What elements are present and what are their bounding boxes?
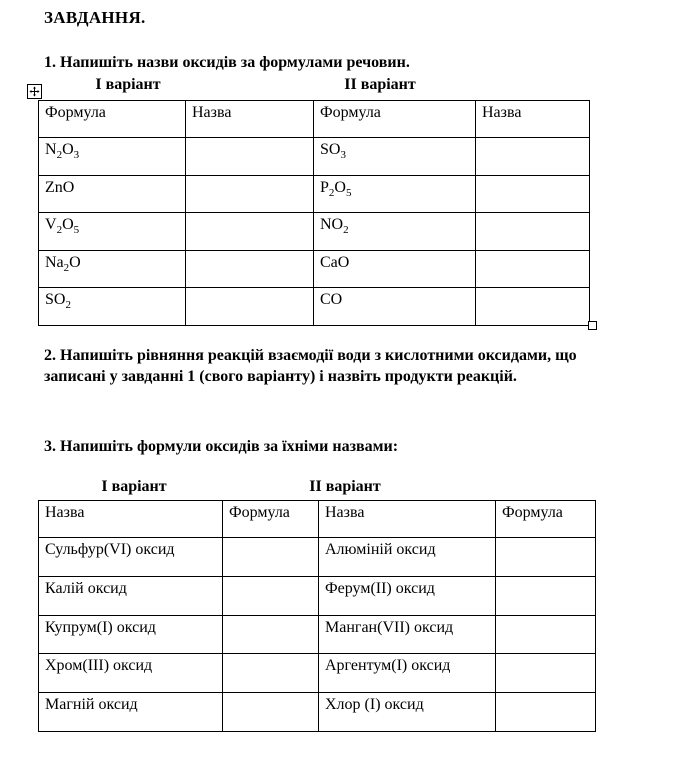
answer-cell-empty[interactable] (496, 576, 596, 615)
answer-cell-empty[interactable] (223, 654, 319, 693)
name-cell[interactable]: Алюміній оксид (319, 538, 496, 577)
answer-cell-empty[interactable] (223, 615, 319, 654)
table-row (39, 693, 596, 732)
formula-cell[interactable]: ZnO (39, 175, 186, 213)
table-header-row (39, 101, 590, 138)
task3-variant1-label: І варіант (101, 478, 167, 495)
answer-cell-empty[interactable] (476, 250, 590, 288)
column-header: Назва (39, 501, 223, 538)
answer-cell-empty[interactable] (476, 288, 590, 326)
answer-cell-empty[interactable] (186, 213, 314, 251)
name-cell[interactable]: Калій оксид (39, 576, 223, 615)
column-header: Формула (314, 101, 476, 138)
formula-cell[interactable]: $N_2O_3$ (39, 138, 186, 176)
table-row (39, 288, 590, 326)
task1-variant1-label: І варіант (95, 76, 161, 93)
table-move-handle[interactable] (27, 84, 42, 99)
answer-cell-empty[interactable] (496, 538, 596, 577)
name-cell[interactable]: Купрум(I) оксид (39, 615, 223, 654)
answer-cell-empty[interactable] (476, 175, 590, 213)
column-header: Формула (39, 101, 186, 138)
table-row (39, 615, 596, 654)
table-row (39, 138, 590, 176)
name-cell[interactable]: Магній оксид (39, 693, 223, 732)
answer-cell-empty[interactable] (186, 175, 314, 213)
answer-cell-empty[interactable] (186, 288, 314, 326)
column-header: Формула (223, 501, 319, 538)
formula-cell[interactable]: $V_2O_5$ (39, 213, 186, 251)
name-cell[interactable]: Ферум(II) оксид (319, 576, 496, 615)
task3-heading: 3. Напишіть формули оксидів за їхніми назвами: (44, 438, 399, 455)
name-cell[interactable]: Хром(III) оксид (39, 654, 223, 693)
answer-cell-empty[interactable] (476, 213, 590, 251)
table-row (39, 654, 596, 693)
table-resize-handle[interactable] (588, 321, 597, 330)
task1-table (38, 100, 590, 326)
table-header-row (39, 501, 596, 538)
answer-cell-empty[interactable] (223, 538, 319, 577)
answer-cell-empty[interactable] (186, 138, 314, 176)
formula-cell[interactable]: CaO (314, 250, 476, 288)
table-row (39, 576, 596, 615)
answer-cell-empty[interactable] (223, 576, 319, 615)
task3-variant2-label: ІІ варіант (309, 478, 381, 495)
formula-cell[interactable]: $Na_2O$ (39, 250, 186, 288)
name-cell[interactable]: Хлор (I) оксид (319, 693, 496, 732)
table-row (39, 213, 590, 251)
answer-cell-empty[interactable] (223, 693, 319, 732)
task1-variant2-label: ІІ варіант (344, 76, 416, 93)
table-row (39, 538, 596, 577)
answer-cell-empty[interactable] (496, 654, 596, 693)
column-header: Назва (319, 501, 496, 538)
task2-heading: 2. Напишіть рівняння реакцій взаємодії води з кислотними оксидами, що записані у завданні 1 (свого варіанту) і назвіть продукти реакцій. (44, 347, 577, 385)
formula-cell[interactable]: CO (314, 288, 476, 326)
column-header: Формула (496, 501, 596, 538)
name-cell[interactable]: Аргентум(I) оксид (319, 654, 496, 693)
table-row (39, 175, 590, 213)
task3-table (38, 500, 596, 732)
answer-cell-empty[interactable] (496, 693, 596, 732)
name-cell[interactable]: Сульфур(VI) оксид (39, 538, 223, 577)
page-title: ЗАВДАННЯ. (44, 8, 146, 27)
answer-cell-empty[interactable] (476, 138, 590, 176)
column-header: Назва (476, 101, 590, 138)
column-header: Назва (186, 101, 314, 138)
formula-cell[interactable]: $SO_3$ (314, 138, 476, 176)
task1-heading: 1. Напишіть назви оксидів за формулами речовин. (44, 54, 410, 71)
table-row (39, 250, 590, 288)
name-cell[interactable]: Манган(VII) оксид (319, 615, 496, 654)
move-cross-icon (29, 86, 40, 97)
answer-cell-empty[interactable] (496, 615, 596, 654)
formula-cell[interactable]: $SO_2$ (39, 288, 186, 326)
formula-cell[interactable]: $P_2O_5$ (314, 175, 476, 213)
formula-cell[interactable]: $NO_2$ (314, 213, 476, 251)
answer-cell-empty[interactable] (186, 250, 314, 288)
